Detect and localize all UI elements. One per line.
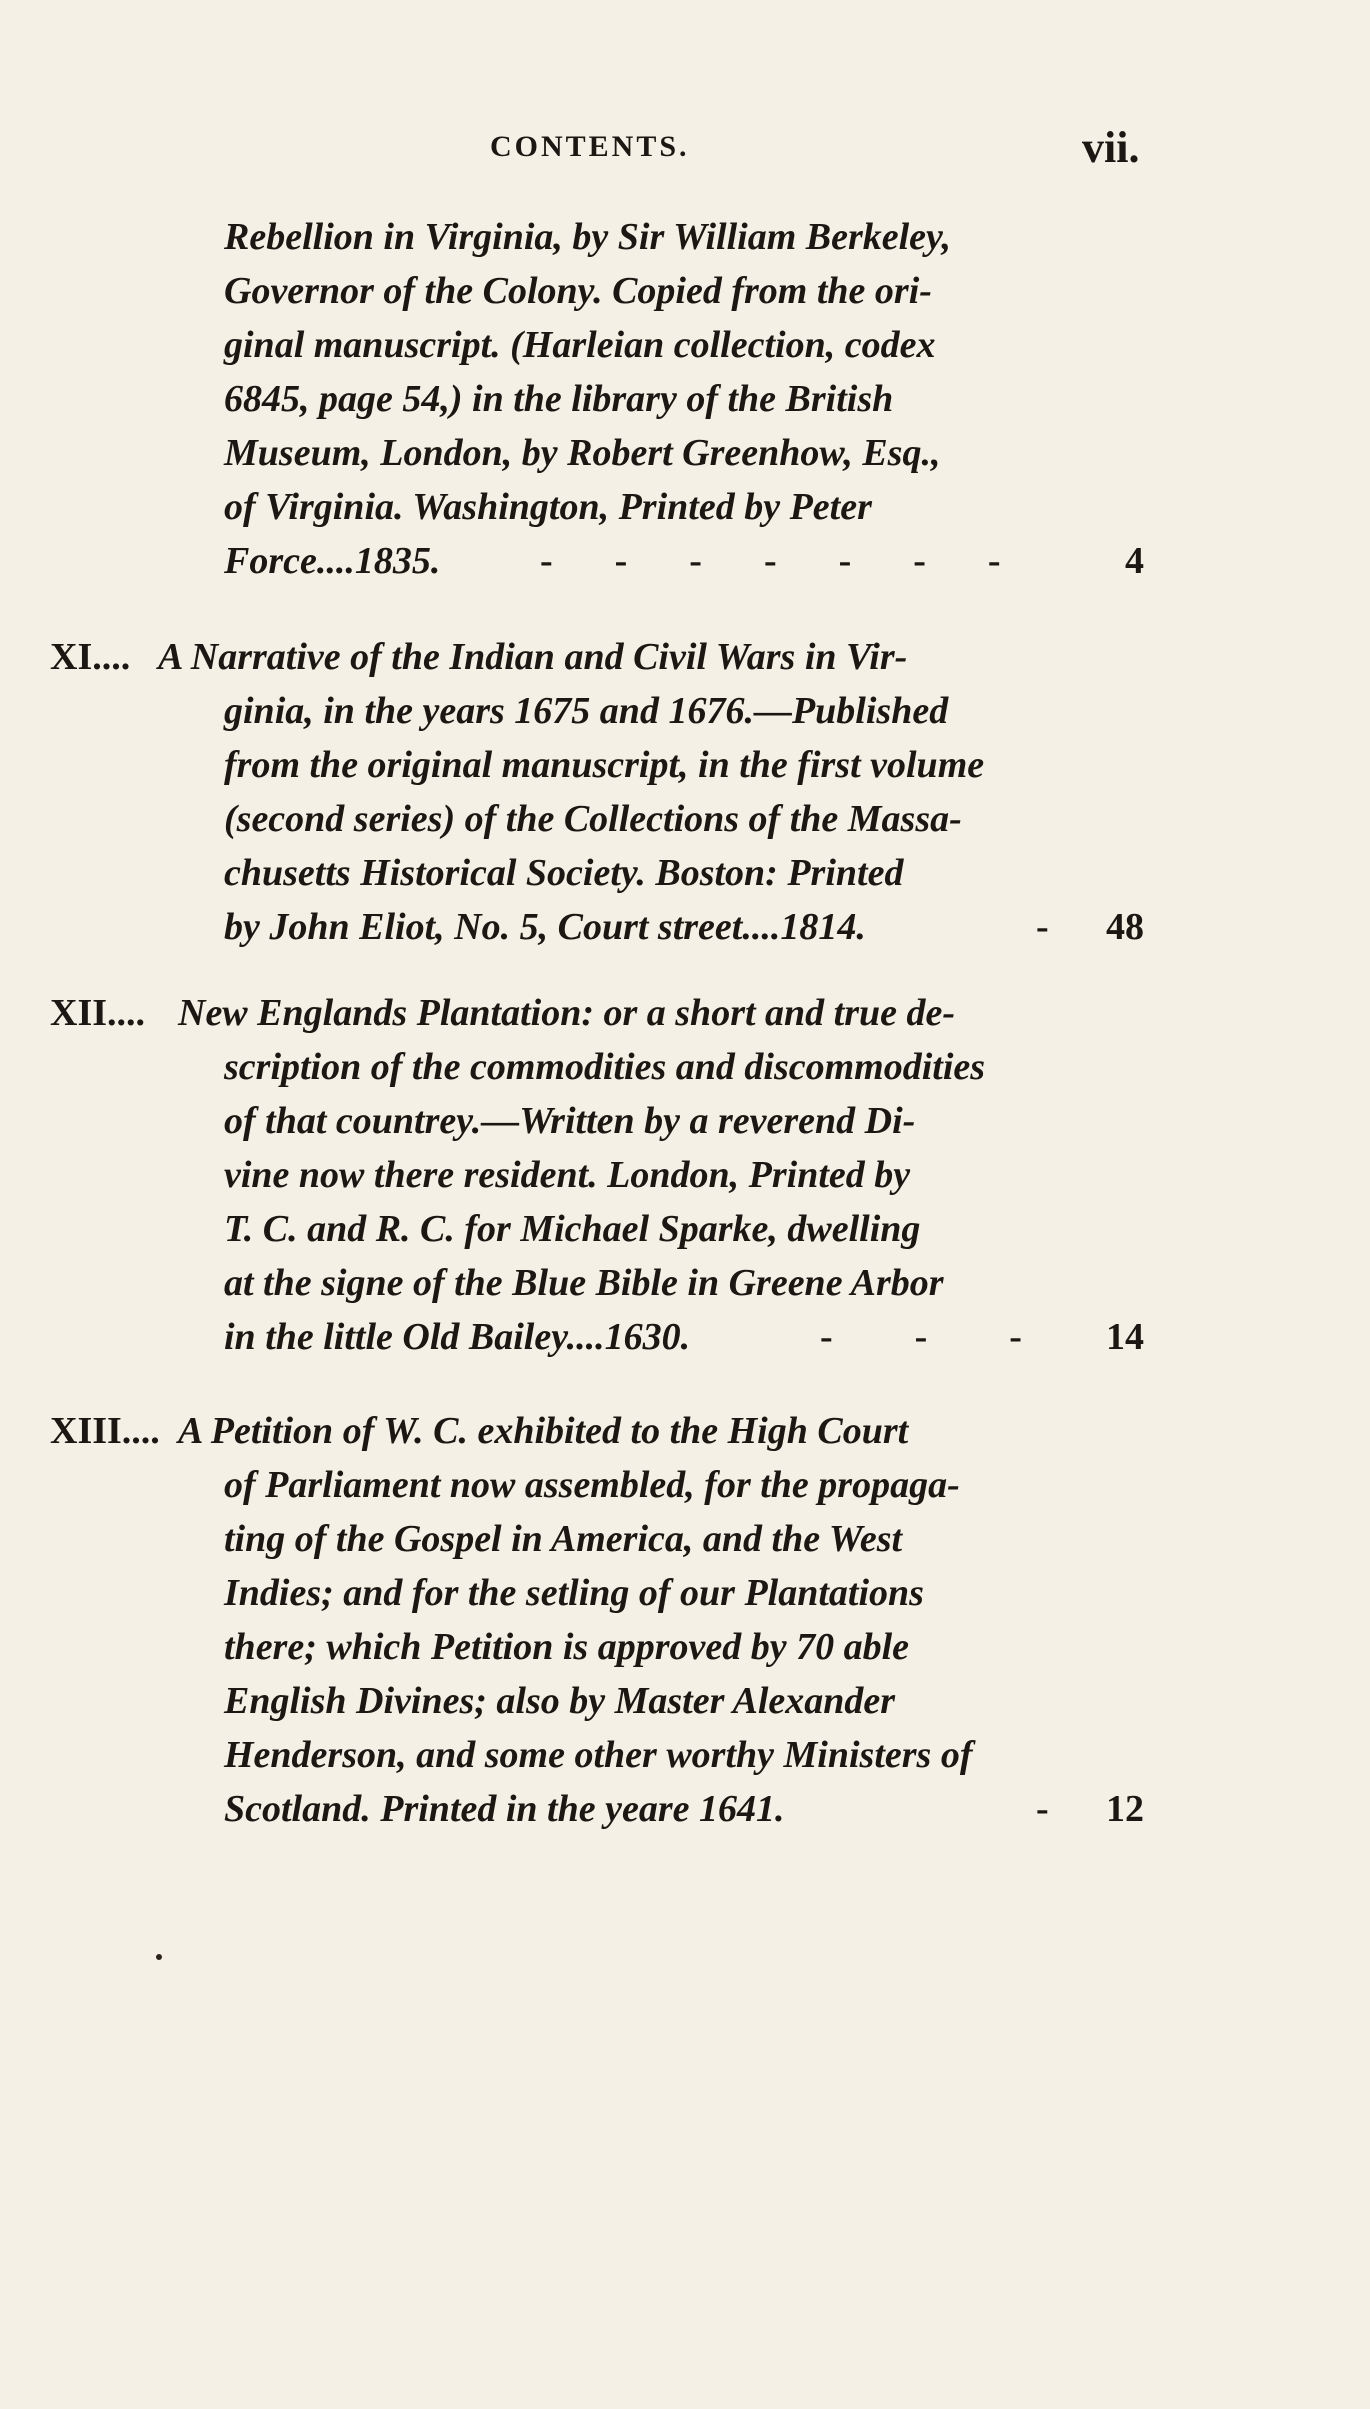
entry-line: at the signe of the Blue Bible in Greene Arbor — [224, 1262, 944, 1304]
entry-line: Scotland. Printed in the yeare 1641. — [224, 1788, 785, 1830]
entry-page-number: 12 — [1106, 1788, 1144, 1830]
entry-line: in the little Old Bailey....1630. — [224, 1316, 691, 1358]
entry-line: ginia, in the years 1675 and 1676.—Published — [224, 690, 949, 732]
entry-line: (second series) of the Collections of the Massa- — [224, 798, 962, 840]
leader-dots: - — [1036, 906, 1049, 948]
entry-line: A Narrative of the Indian and Civil Wars in Vir- — [158, 636, 908, 678]
entry-line: Rebellion in Virginia, by Sir William Berkeley, — [224, 216, 951, 258]
entry-line: Force....1835. — [224, 540, 441, 582]
entry-numeral: XI.... — [50, 636, 131, 678]
entry-numeral: XII.... — [50, 992, 146, 1034]
leader-dots: - — [1036, 1788, 1049, 1830]
entry-line: A Petition of W. C. exhibited to the High Court — [178, 1410, 909, 1452]
entry-line: of Virginia. Washington, Printed by Peter — [224, 486, 872, 528]
entry-numeral: XIII.... — [50, 1410, 160, 1452]
entry-line: 6845, page 54,) in the library of the British — [224, 378, 894, 420]
entry-line: Museum, London, by Robert Greenhow, Esq., — [224, 432, 941, 474]
entry-line: of Parliament now assembled, for the propaga- — [224, 1464, 960, 1506]
entry-line: ginal manuscript. (Harleian collection, codex — [224, 324, 936, 366]
entry-line: Indies; and for the setling of our Plantations — [224, 1572, 924, 1614]
entry-line: ting of the Gospel in America, and the West — [224, 1518, 903, 1560]
entry-line: English Divines; also by Master Alexander — [224, 1680, 896, 1722]
entry-line: Governor of the Colony. Copied from the ori- — [224, 270, 932, 312]
entry-page-number: 14 — [1106, 1316, 1144, 1358]
entry-line: by John Eliot, No. 5, Court street....1814. — [224, 906, 866, 948]
page-number: vii. — [1082, 123, 1140, 172]
entry-line: Henderson, and some other worthy Ministers of — [224, 1734, 973, 1776]
entry-line: chusetts Historical Society. Boston: Printed — [224, 852, 904, 894]
entry-line: vine now there resident. London, Printed by — [224, 1154, 911, 1196]
entry-line: of that countrey.—Written by a reverend Di- — [224, 1100, 916, 1142]
entry-page-number: 48 — [1106, 906, 1144, 948]
entry-line: scription of the commodities and discommodities — [224, 1046, 986, 1088]
leader-dots: ------- — [540, 540, 1063, 582]
leader-dots: --- — [820, 1316, 1104, 1358]
entry-line: from the original manuscript, in the first volume — [224, 744, 985, 786]
ink-speck — [156, 1954, 162, 1960]
entry-line: T. C. and R. C. for Michael Sparke, dwelling — [224, 1208, 921, 1250]
running-head: CONTENTS. — [490, 130, 690, 163]
entry-line: New Englands Plantation: or a short and true de- — [178, 992, 956, 1034]
entry-page-number: 4 — [1125, 540, 1144, 582]
entry-line: there; which Petition is approved by 70 able — [224, 1626, 910, 1668]
